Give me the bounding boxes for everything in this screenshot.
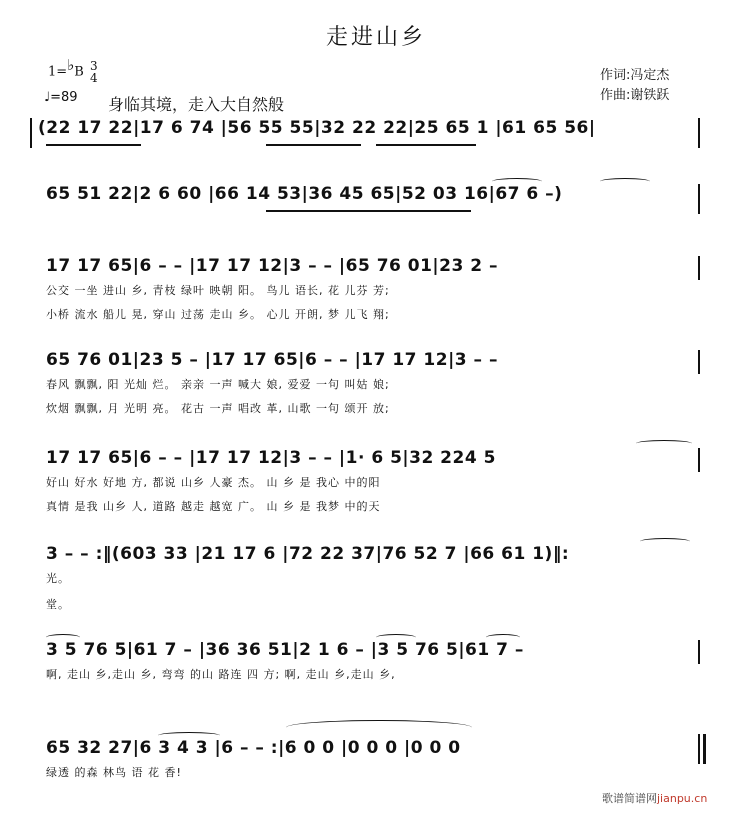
notation-line: 17 17 65|6 – – |17 17 12|3 – – |65 76 01|23 2 –	[46, 256, 498, 276]
lyric-verse-2: 堂。	[46, 598, 70, 611]
time-denominator: 4	[89, 70, 98, 85]
final-barline	[698, 734, 700, 764]
key-prefix: 1=	[48, 64, 68, 80]
time-numerator: 3	[89, 58, 98, 73]
music-row-3	[0, 256, 752, 320]
notation-line: 17 17 65|6 – – |17 17 12|3 – – |1· 6 5|32 224 5	[46, 448, 496, 468]
barline	[698, 184, 700, 214]
music-row-2	[0, 184, 752, 224]
key-note: B	[74, 64, 84, 80]
watermark-site: jianpu.cn	[657, 792, 708, 805]
tempo-value: =89	[50, 90, 78, 105]
notation-line: 3 – – :‖(603 33 |21 17 6 |72 22 37|76 52 7 |66 61 1)‖:	[46, 544, 570, 564]
slur	[486, 634, 520, 641]
lyric-verse-1: 好山 好水 好地 方, 都说 山乡 人豪 杰。 山 乡 是 我心 中的阳	[46, 476, 381, 489]
slur	[376, 634, 416, 641]
barline	[698, 350, 700, 374]
lyric-verse-1: 春风 飘飘, 阳 光灿 烂。 亲亲 一声 喊大 娘, 爱爱 一句 叫姑 娘;	[46, 378, 390, 391]
barline	[698, 118, 700, 148]
page-title: 走进山乡	[325, 25, 426, 50]
slur	[636, 440, 692, 447]
lyric-line: 啊, 走山 乡,走山 乡, 弯弯 的山 路连 四 方; 啊, 走山 乡,走山 乡,	[46, 668, 396, 681]
music-row-4	[0, 350, 752, 414]
notation-line: 65 32 27|6 3 4 3 |6 – – :|6 0 0 |0 0 0 |0 0 0	[46, 738, 461, 758]
music-row-5	[0, 448, 752, 512]
beam	[46, 144, 141, 146]
expression-text: 身临其境，走入大自然般	[108, 95, 285, 114]
notation-line: 65 51 22|2 6 60 |66 14 53|36 45 65|52 03 16|67 6 –)	[46, 184, 563, 204]
music-row-1	[0, 118, 752, 158]
barline	[30, 118, 32, 148]
flat-icon: ♭	[67, 56, 75, 74]
lyric-verse-1: 光。	[46, 572, 70, 585]
slur	[46, 634, 80, 641]
time-signature	[90, 60, 98, 84]
credits	[600, 66, 669, 106]
music-row-6	[0, 544, 752, 611]
watermark	[602, 790, 707, 806]
music-row-8	[0, 738, 752, 782]
barline	[698, 256, 700, 280]
barline	[698, 640, 700, 664]
slur	[492, 178, 542, 185]
beam	[376, 144, 476, 146]
slur	[600, 178, 650, 185]
tempo-marking	[44, 90, 78, 105]
slur	[286, 720, 472, 735]
barline	[698, 448, 700, 472]
lyric-verse-2: 小桥 流水 船儿 晃, 穿山 过荡 走山 乡。 心儿 开朗, 梦 儿飞 翔;	[46, 308, 390, 321]
lyric-line: 绿透 的森 林鸟 语 花 香!	[46, 766, 182, 779]
key-signature	[48, 56, 98, 84]
quarter-note-icon: ♩	[44, 90, 51, 105]
final-barline-thick	[703, 734, 706, 764]
lyric-verse-1: 公交 一坐 进山 乡, 青枝 绿叶 映朝 阳。 鸟儿 语长, 花 儿芬 芳;	[46, 284, 390, 297]
beam	[266, 210, 471, 212]
lyric-verse-2: 真情 是我 山乡 人, 道路 越走 越宽 广。 山 乡 是 我梦 中的天	[46, 500, 381, 513]
notation-line: 3 5 76 5|61 7 – |36 36 51|2 1 6 – |3 5 76 5|61 7 –	[46, 640, 524, 660]
music-row-7	[0, 640, 752, 680]
lyricist: 作词:冯定杰	[600, 68, 670, 83]
lyric-verse-2: 炊烟 飘飘, 月 光明 亮。 花古 一声 唱改 革, 山歌 一句 颂开 放;	[46, 402, 390, 415]
slur	[640, 538, 690, 545]
notation-line: (22 17 22|17 6 74 |56 55 55|32 22 22|25 65 1 |61 65 56|	[38, 118, 596, 138]
notation-line: 65 76 01|23 5 – |17 17 65|6 – – |17 17 12|3 – –	[46, 350, 498, 370]
watermark-prefix: 歌谱简谱网	[602, 792, 657, 805]
beam	[266, 144, 361, 146]
composer: 作曲:谢铁跃	[600, 88, 670, 103]
slur	[158, 732, 220, 739]
